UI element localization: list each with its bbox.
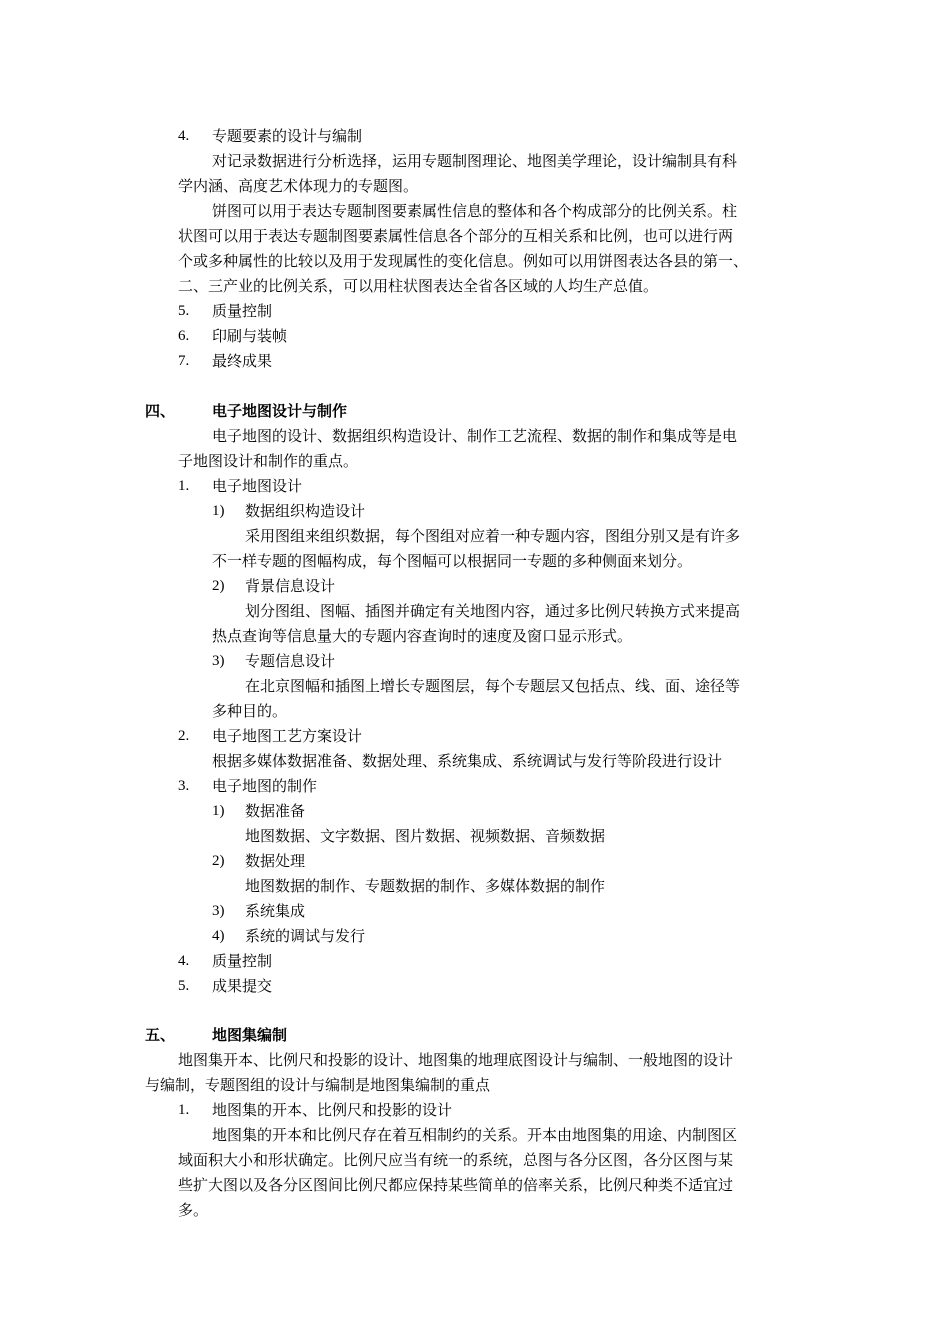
item-number: 6. <box>178 328 190 344</box>
paragraph-line: 饼图可以用于表达专题制图要素属性信息的整体和各个构成部分的比例关系。柱 <box>212 202 738 220</box>
section-title: 地图集编制 <box>212 1026 288 1044</box>
item-heading: 质量控制 <box>212 302 273 320</box>
paragraph-line: 个或多种属性的比较以及用于发现属性的变化信息。例如可以用饼图表达各县的第一、 <box>178 252 749 270</box>
section-number: 四、 <box>145 402 176 420</box>
paragraph-line: 地图数据、文字数据、图片数据、视频数据、音频数据 <box>245 827 606 845</box>
subitem-number: 3) <box>212 653 225 669</box>
paragraph-line: 些扩大图以及各分区图间比例尺都应保持某些简单的倍率关系，比例尺种类不适宜过 <box>178 1176 734 1194</box>
subitem-heading: 系统的调试与发行 <box>245 927 366 945</box>
paragraph-line: 对记录数据进行分析选择，运用专题制图理论、地图美学理论，设计编制具有科 <box>212 152 738 170</box>
paragraph-line: 热点查询等信息量大的专题内容查询时的速度及窗口显示形式。 <box>212 627 633 645</box>
paragraph-line: 地图数据的制作、专题数据的制作、多媒体数据的制作 <box>245 877 606 895</box>
subitem-heading: 专题信息设计 <box>245 652 336 670</box>
item-heading: 电子地图的制作 <box>212 777 318 795</box>
paragraph-line: 划分图组、图幅、插图并确定有关地图内容，通过多比例尺转换方式来提高 <box>245 602 741 620</box>
item-number: 4. <box>178 953 190 969</box>
subitem-number: 1) <box>212 503 225 519</box>
subitem-heading: 数据组织构造设计 <box>245 502 366 520</box>
paragraph-line: 多种目的。 <box>212 702 288 720</box>
paragraph-line: 地图集开本、比例尺和投影的设计、地图集的地理底图设计与编制、一般地图的设计 <box>178 1051 734 1069</box>
item-heading: 地图集的开本、比例尺和投影的设计 <box>212 1101 453 1119</box>
item-number: 5. <box>178 978 190 994</box>
item-heading: 质量控制 <box>212 952 273 970</box>
item-number: 1. <box>178 478 190 494</box>
subitem-heading: 数据准备 <box>245 802 306 820</box>
paragraph-line: 学内涵、高度艺术体现力的专题图。 <box>178 177 419 195</box>
item-heading: 印刷与装帧 <box>212 327 288 345</box>
subitem-heading: 系统集成 <box>245 902 306 920</box>
item-number: 3. <box>178 778 190 794</box>
paragraph-line: 状图可以用于表达专题制图要素属性信息各个部分的互相关系和比例，也可以进行两 <box>178 227 734 245</box>
paragraph-line: 二、三产业的比例关系，可以用柱状图表达全省各区域的人均生产总值。 <box>178 277 659 295</box>
item-number: 2. <box>178 728 190 744</box>
paragraph-line: 与编制，专题图组的设计与编制是地图集编制的重点 <box>145 1076 491 1094</box>
paragraph-line: 地图集的开本和比例尺存在着互相制约的关系。开本由地图集的用途、内制图区 <box>212 1126 738 1144</box>
paragraph-line: 根据多媒体数据准备、数据处理、系统集成、系统调试与发行等阶段进行设计 <box>212 752 723 770</box>
item-number: 5. <box>178 303 190 319</box>
section-number: 五、 <box>145 1026 176 1044</box>
item-number: 7. <box>178 353 190 369</box>
item-heading: 最终成果 <box>212 352 273 370</box>
subitem-number: 2) <box>212 578 225 594</box>
paragraph-line: 在北京图幅和插图上增长专题图层，每个专题层又包括点、线、面、途径等 <box>245 677 741 695</box>
subitem-number: 4) <box>212 928 225 944</box>
item-heading: 成果提交 <box>212 977 273 995</box>
item-number: 1. <box>178 1102 190 1118</box>
subitem-heading: 数据处理 <box>245 852 306 870</box>
paragraph-line: 不一样专题的图幅构成，每个图幅可以根据同一专题的多种侧面来划分。 <box>212 552 693 570</box>
subitem-heading: 背景信息设计 <box>245 577 336 595</box>
paragraph-line: 多。 <box>178 1201 209 1219</box>
item-heading: 电子地图设计 <box>212 477 303 495</box>
paragraph-line: 子地图设计和制作的重点。 <box>178 452 359 470</box>
item-heading: 电子地图工艺方案设计 <box>212 727 363 745</box>
paragraph-line: 域面积大小和形状确定。比例尺应当有统一的系统，总图与各分区图，各分区图与某 <box>178 1151 734 1169</box>
item-number: 4. <box>178 128 190 144</box>
item-heading: 专题要素的设计与编制 <box>212 127 363 145</box>
subitem-number: 3) <box>212 903 225 919</box>
subitem-number: 1) <box>212 803 225 819</box>
paragraph-line: 采用图组来组织数据，每个图组对应着一种专题内容，图组分别又是有许多 <box>245 527 741 545</box>
subitem-number: 2) <box>212 853 225 869</box>
paragraph-line: 电子地图的设计、数据组织构造设计、制作工艺流程、数据的制作和集成等是电 <box>212 427 738 445</box>
section-title: 电子地图设计与制作 <box>212 402 348 420</box>
